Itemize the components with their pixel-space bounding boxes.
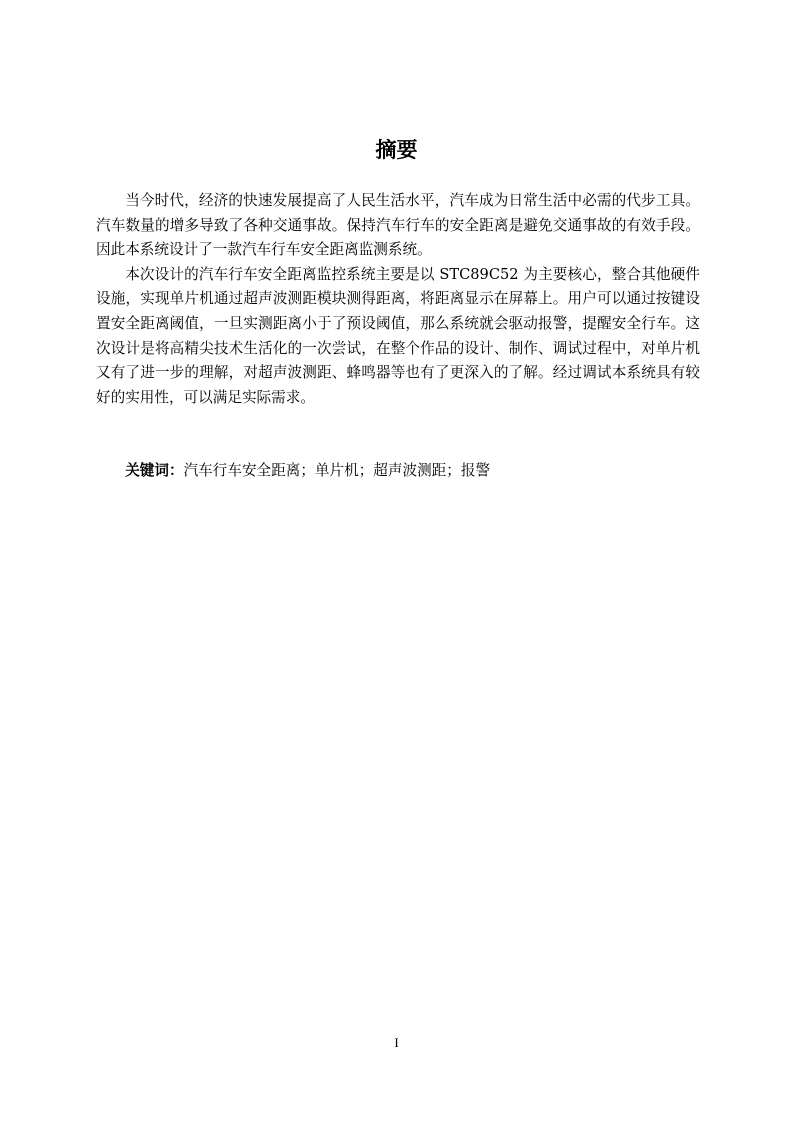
abstract-paragraph-2: 本次设计的汽车行车安全距离监控系统主要是以 STC89C52 为主要核心，整合其他硬件设施，实现单片机通过超声波测距模块测得距离，将距离显示在屏幕上。用户可以通过按键设置安全距离阈值，一旦实测距离小于了预设阈值，那么系统就会驱动报警，提醒安全行车。这次设计是将高精尖技术生活化的一次尝试，在整个作品的设计、制作、调试过程中，对单片机又有了进一步的理解，对超声波测距、蜂鸣器等也有了更深入的了解。经过调试本系统具有较好的实用性，可以满足实际需求。 — [96, 265, 700, 406]
page-title: 摘要 — [375, 138, 418, 162]
keywords-text: 汽车行车安全距离；单片机；超声波测距；报警 — [183, 462, 491, 479]
abstract-paragraph-1: 当今时代，经济的快速发展提高了人民生活水平，汽车成为日常生活中必需的代步工具。汽车数量的增多导致了各种交通事故。保持汽车行车的安全距离是避免交通事故的有效手段。因此本系统设计了一款汽车行车安全距离监测系统。 — [96, 192, 700, 259]
keywords-label: 关键词： — [125, 462, 184, 479]
keywords-line — [96, 459, 700, 483]
page-number: I — [394, 1035, 399, 1050]
abstract-body — [96, 189, 700, 410]
